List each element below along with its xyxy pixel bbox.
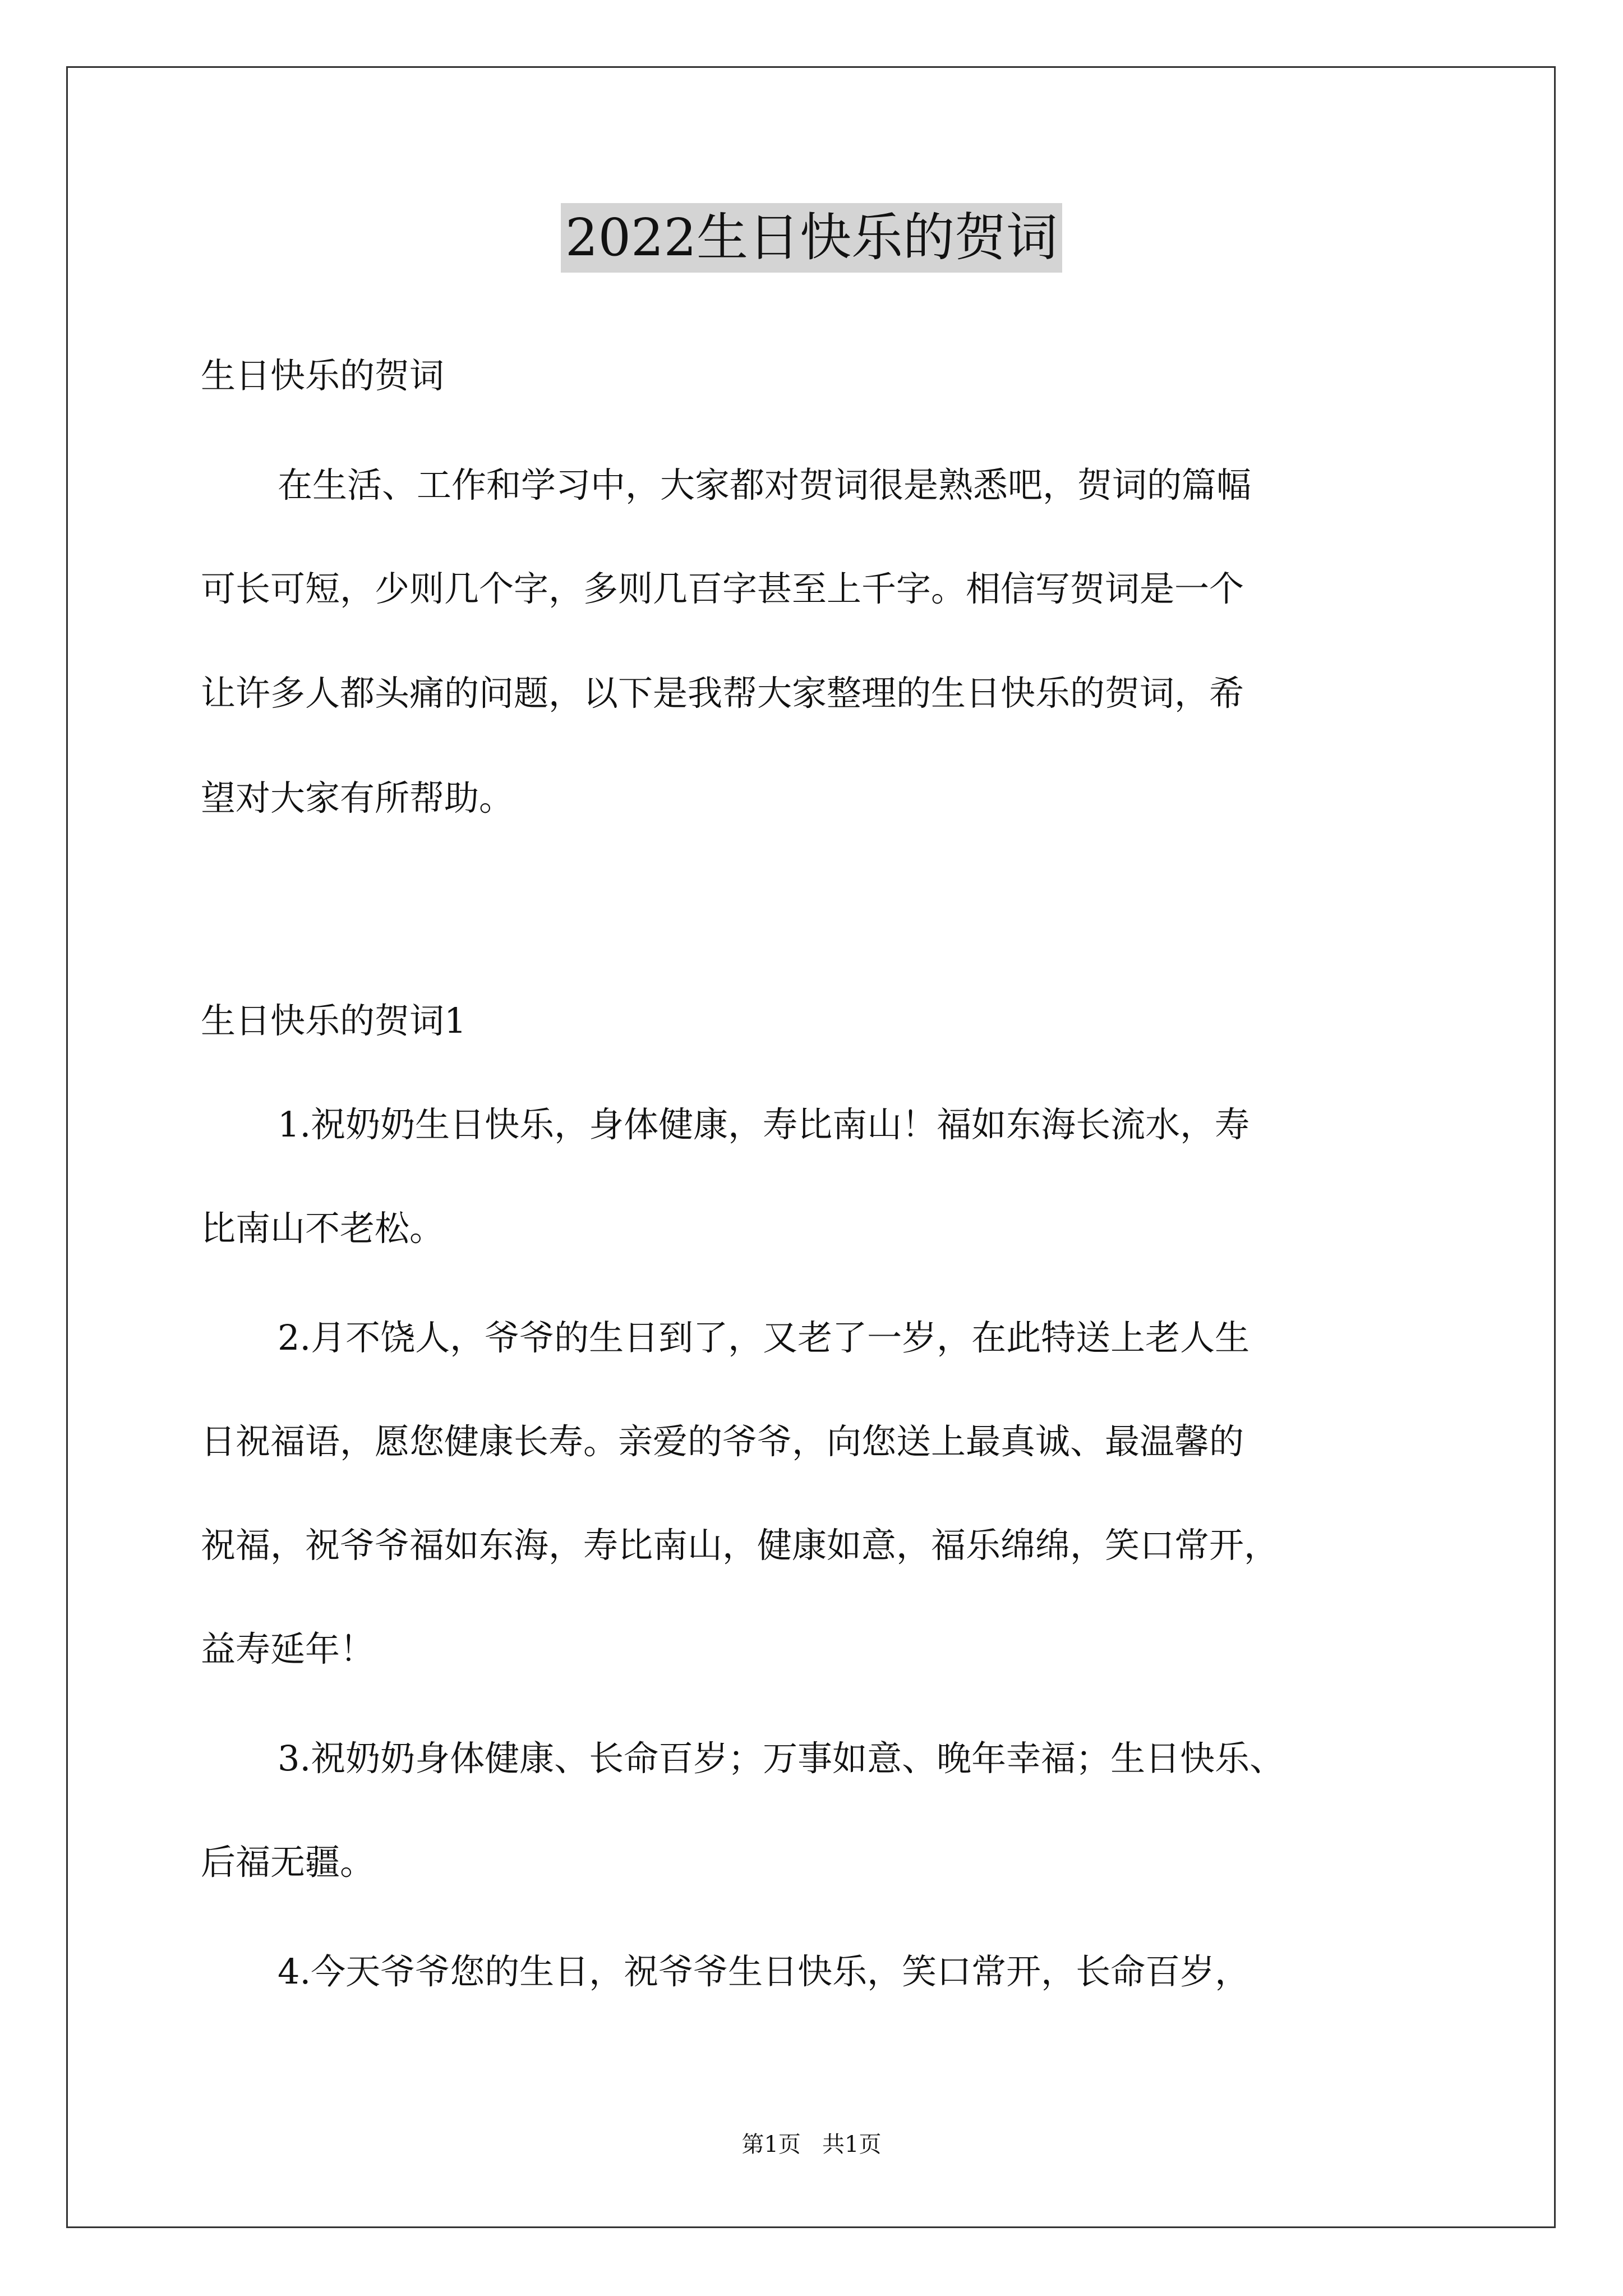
item-4-line-1: 4.今天爷爷您的生日，祝爷爷生日快乐，笑口常开，长命百岁， — [278, 1951, 1250, 1992]
page-footer: 第1页 共1页 — [741, 2132, 882, 2157]
document-title: 2022生日快乐的贺词 — [561, 203, 1062, 273]
item-3-line-2: 后福无疆。 — [201, 1842, 375, 1883]
item-3-line-1: 3.祝奶奶身体健康、长命百岁；万事如意、晚年幸福；生日快乐、 — [278, 1738, 1285, 1779]
section-heading: 生日快乐的贺词1 — [201, 1000, 467, 1041]
item-2-line-2: 日祝福语，愿您健康长寿。亲爱的爷爷，向您送上最真诚、最温馨的 — [201, 1421, 1244, 1462]
intro-line-1: 在生活、工作和学习中，大家都对贺词很是熟悉吧，贺词的篇幅 — [278, 464, 1252, 505]
document-title-block — [0, 203, 1623, 273]
item-2-line-3: 祝福，祝爷爷福如东海，寿比南山，健康如意，福乐绵绵，笑口常开， — [201, 1525, 1279, 1566]
item-1-line-2: 比南山不老松。 — [201, 1208, 445, 1249]
intro-line-3: 让许多人都头痛的问题，以下是我帮大家整理的生日快乐的贺词，希 — [201, 673, 1244, 714]
intro-line-4: 望对大家有所帮助。 — [201, 777, 514, 818]
item-2-line-4: 益寿延年！ — [201, 1628, 375, 1669]
doc-subtitle: 生日快乐的贺词 — [201, 355, 445, 396]
item-2-line-1: 2.月不饶人，爷爷的生日到了，又老了一岁，在此特送上老人生 — [278, 1317, 1250, 1358]
item-1-line-1: 1.祝奶奶生日快乐，身体健康，寿比南山！福如东海长流水，寿 — [278, 1104, 1250, 1145]
intro-line-2: 可长可短，少则几个字，多则几百字甚至上千字。相信写贺词是一个 — [201, 568, 1244, 609]
